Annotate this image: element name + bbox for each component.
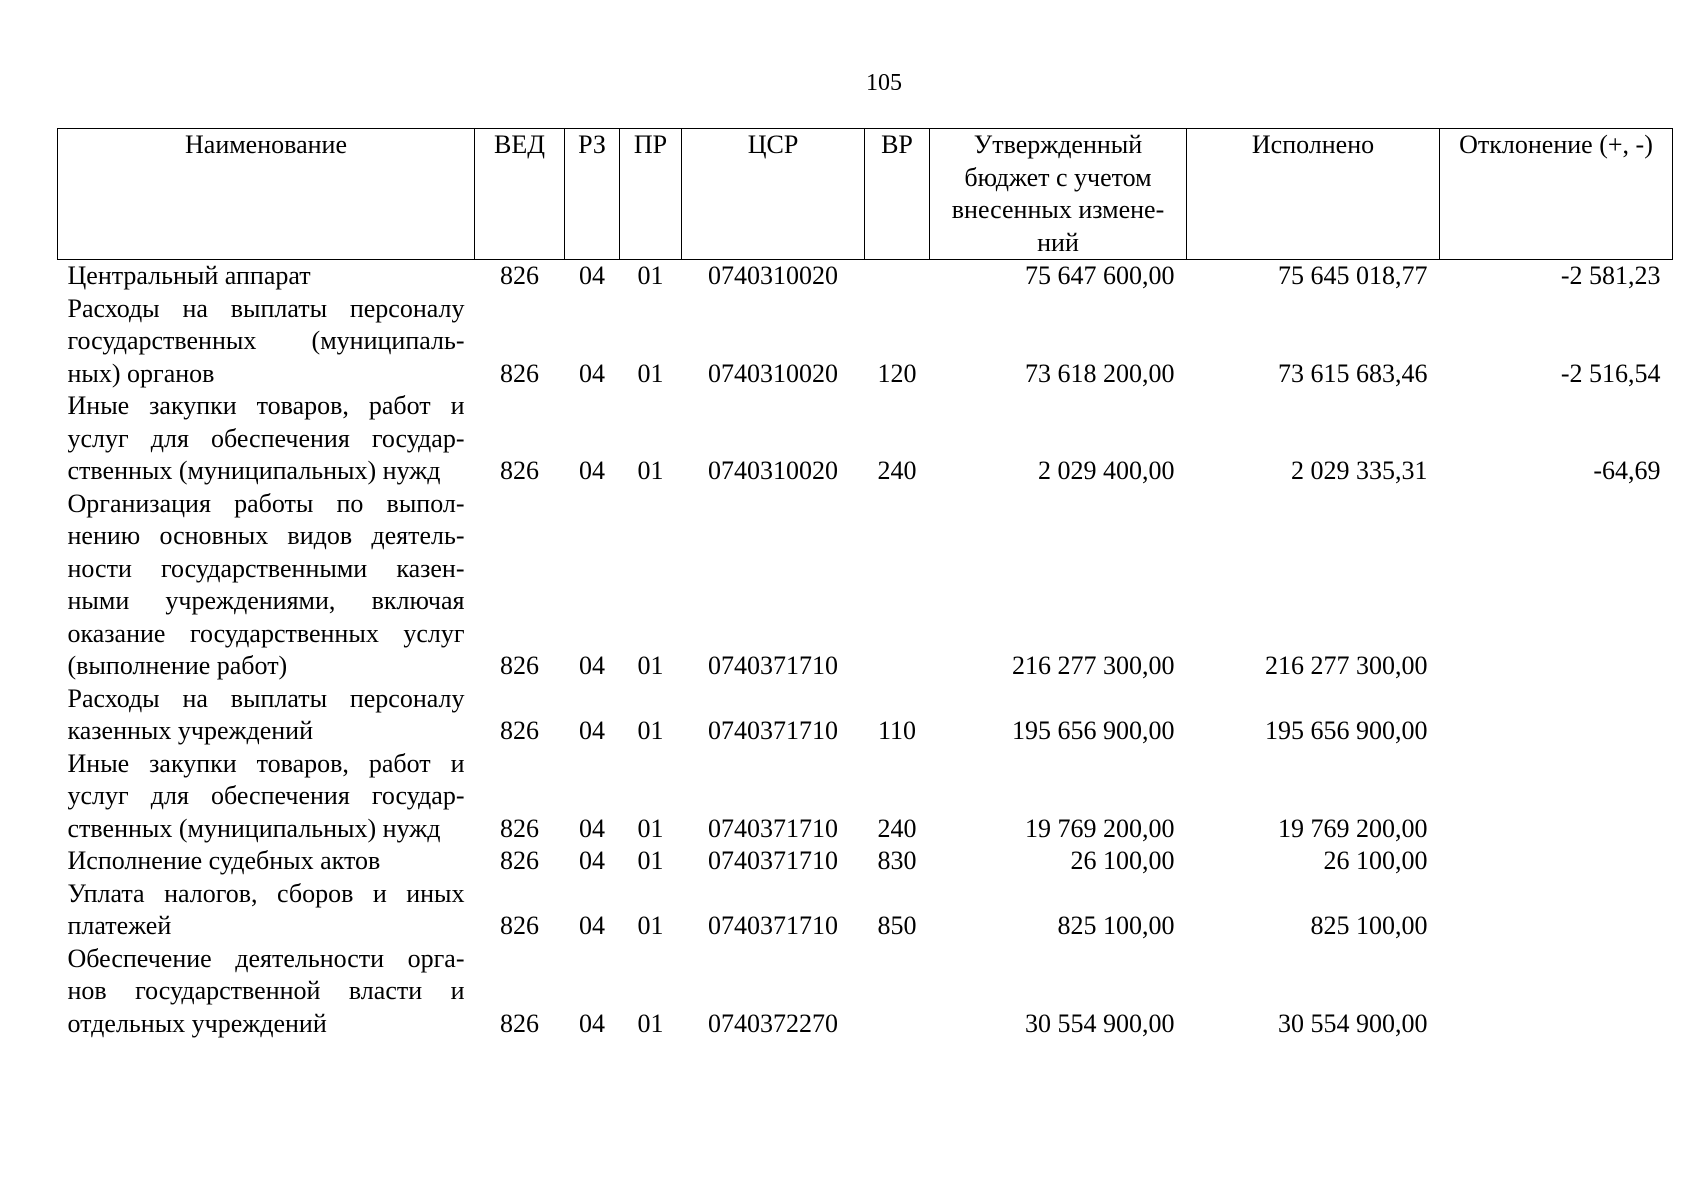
row-vr: 120 <box>877 358 917 388</box>
row-pr: 01 <box>637 651 664 680</box>
row-vr <box>865 488 930 683</box>
row-deviation: -2 516,54 <box>1560 358 1661 388</box>
header-deviation: Отклонение (+, -) <box>1440 129 1673 260</box>
row-csr: 0740372270 <box>708 1008 838 1038</box>
row-csr: 0740371710 <box>708 716 838 745</box>
row-csr: 0740371710 <box>708 651 838 680</box>
row-csr: 0740310020 <box>708 358 838 388</box>
table-row <box>58 845 1673 878</box>
header-pr: ПР <box>620 129 682 260</box>
row-deviation <box>1440 878 1673 943</box>
row-pr: 01 <box>637 846 664 875</box>
row-deviation <box>1440 943 1673 1041</box>
row-pr: 01 <box>637 716 664 745</box>
row-name: Организация работы по выпол-нению основных видов деятель-ности государственными казен-ными учреждениями, включая оказание государственных услуг (выполнение работ) <box>67 488 465 680</box>
row-pr: 01 <box>637 261 664 290</box>
row-pr: 01 <box>637 1008 664 1038</box>
row-vr <box>865 943 930 1041</box>
table-row <box>58 390 1673 488</box>
row-name: Центральный аппарат <box>67 261 311 290</box>
row-approved: 825 100,00 <box>1057 911 1175 940</box>
row-executed: 2 029 335,31 <box>1291 456 1428 485</box>
row-ved: 826 <box>500 261 539 290</box>
row-deviation: -2 581,23 <box>1560 261 1661 290</box>
row-executed: 30 554 900,00 <box>1278 1008 1428 1038</box>
table-row <box>58 683 1673 748</box>
row-approved: 75 647 600,00 <box>1025 261 1175 290</box>
budget-table <box>57 128 1673 1040</box>
row-deviation: -64,69 <box>1593 456 1661 485</box>
header-rz: РЗ <box>565 129 620 260</box>
row-pr: 01 <box>637 911 664 940</box>
row-csr: 0740371710 <box>708 813 838 843</box>
row-approved: 195 656 900,00 <box>1012 716 1175 745</box>
header-vr: ВР <box>865 129 930 260</box>
header-approved: Утвержденный бюджет с учетом внесенных измене-ний <box>930 129 1187 260</box>
row-executed: 195 656 900,00 <box>1265 716 1428 745</box>
row-rz: 04 <box>579 456 605 485</box>
row-approved: 2 029 400,00 <box>1038 456 1175 485</box>
row-executed: 73 615 683,46 <box>1278 358 1428 388</box>
header-ved: ВЕД <box>475 129 565 260</box>
row-executed: 26 100,00 <box>1323 846 1428 875</box>
row-ved: 826 <box>500 651 539 680</box>
row-pr: 01 <box>637 358 664 388</box>
page-number: 105 <box>866 70 902 96</box>
row-executed: 216 277 300,00 <box>1265 651 1428 680</box>
row-csr: 0740310020 <box>708 261 838 290</box>
row-executed: 19 769 200,00 <box>1278 813 1428 843</box>
table-row <box>58 878 1673 943</box>
row-vr <box>865 260 930 293</box>
row-rz: 04 <box>579 813 605 843</box>
table-row <box>58 748 1673 846</box>
header-csr: ЦСР <box>682 129 865 260</box>
row-pr: 01 <box>637 456 664 485</box>
row-approved: 73 618 200,00 <box>1025 358 1175 388</box>
row-rz: 04 <box>579 911 605 940</box>
row-ved: 826 <box>500 1008 539 1038</box>
row-deviation <box>1440 488 1673 683</box>
row-csr: 0740310020 <box>708 456 838 485</box>
row-name: Расходы на выплаты персоналу государственных (муниципаль-ных) органов <box>67 293 465 388</box>
row-deviation <box>1440 748 1673 846</box>
row-rz: 04 <box>579 846 605 875</box>
table-row <box>58 260 1673 293</box>
row-ved: 826 <box>500 358 539 388</box>
row-rz: 04 <box>579 651 605 680</box>
row-vr: 110 <box>877 716 917 745</box>
row-name: Расходы на выплаты персоналу казенных учреждений <box>67 683 465 745</box>
table-body <box>58 260 1673 1041</box>
row-approved: 216 277 300,00 <box>1012 651 1175 680</box>
row-approved: 19 769 200,00 <box>1025 813 1175 843</box>
row-approved: 30 554 900,00 <box>1025 1008 1175 1038</box>
table-row <box>58 488 1673 683</box>
row-vr: 240 <box>877 813 917 843</box>
table-row <box>58 943 1673 1041</box>
row-vr: 850 <box>877 911 917 940</box>
row-name: Обеспечение деятельности орга-нов государственной власти и отдельных учреждений <box>67 943 465 1038</box>
row-rz: 04 <box>579 261 605 290</box>
row-ved: 826 <box>500 846 539 875</box>
table-row <box>58 293 1673 391</box>
header-name: Наименование <box>58 129 475 260</box>
header-executed: Исполнено <box>1187 129 1440 260</box>
row-rz: 04 <box>579 1008 605 1038</box>
row-rz: 04 <box>579 716 605 745</box>
row-ved: 826 <box>500 456 539 485</box>
row-executed: 75 645 018,77 <box>1278 261 1428 290</box>
row-vr: 830 <box>877 846 917 875</box>
row-name: Исполнение судебных актов <box>67 846 381 875</box>
row-name: Иные закупки товаров, работ и услуг для обеспечения государ-ственных (муниципальных) нужд <box>67 391 465 485</box>
row-pr: 01 <box>637 813 664 843</box>
row-ved: 826 <box>500 716 539 745</box>
row-vr: 240 <box>877 456 917 485</box>
table-header <box>58 129 1673 260</box>
row-csr: 0740371710 <box>708 911 838 940</box>
row-csr: 0740371710 <box>708 846 838 875</box>
row-name: Иные закупки товаров, работ и услуг для обеспечения государ-ственных (муниципальных) нужд <box>67 748 465 843</box>
row-executed: 825 100,00 <box>1310 911 1428 940</box>
row-approved: 26 100,00 <box>1070 846 1175 875</box>
row-ved: 826 <box>500 813 539 843</box>
row-deviation <box>1440 683 1673 748</box>
row-ved: 826 <box>500 911 539 940</box>
row-name: Уплата налогов, сборов и иных платежей <box>67 878 465 940</box>
row-deviation <box>1440 845 1673 878</box>
row-rz: 04 <box>579 358 605 388</box>
